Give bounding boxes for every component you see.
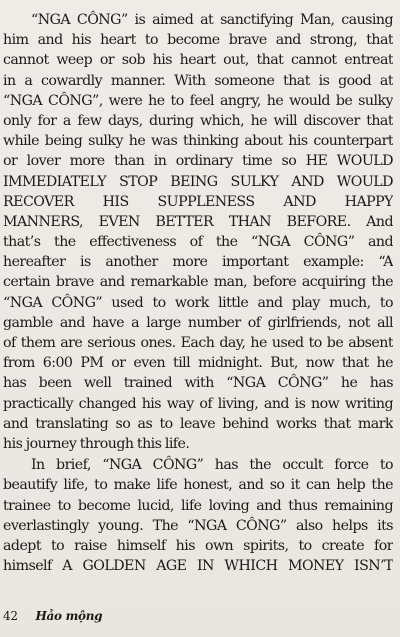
paragraph-1 [3,10,393,454]
book-title: Hảo mộng [35,609,103,623]
text-line: in a cowardly manner. With someone that is good at [3,72,393,89]
text-line: cannot weep or sob his heart out, that cannot entreat [3,52,393,69]
text-line: trainee to become lucid, life loving and thus remaining [3,497,393,514]
paragraph-2 [3,455,393,576]
text-line: certain brave and remarkable man, before acquiring the [3,274,393,291]
text-line: RECOVER HIS SUPPLENESS AND HAPPY [3,193,393,210]
text-line: beautify life, to make life honest, and so it can help the [3,477,393,494]
text-line: from 6:00 PM or even till midnight. But, now that he [3,355,393,372]
text-line: hereafter is another more important example: “A [3,254,393,271]
text-line: him and his heart to become brave and strong, that [3,32,393,49]
text-line: while being sulky he was thinking about his counterpart [3,133,393,150]
text-line: “NGA CÔNG” is aimed at sanctifying Man, causing [31,12,393,28]
text-line: only for a few days, during which, he will discover that [3,112,393,129]
text-line: himself A GOLDEN AGE IN WHICH MONEY ISN’T [3,558,393,575]
text-line: his journey through this life. [3,435,190,452]
page-number: 42 [3,609,18,623]
text-line: that’s the effectiveness of the “NGA CÔNG” and [3,234,393,251]
text-line: In brief, “NGA CÔNG” has the occult force to [31,457,393,474]
text-line: adept to raise himself his own spirits, to create for [3,537,393,554]
text-line: “NGA CÔNG” used to work little and play much, to [3,294,393,311]
text-line: practically changed his way of living, and is now writing [3,395,393,412]
text-line: gamble and have a large number of girlfriends, not all [3,314,393,331]
page-footer [3,608,102,624]
text-line: “NGA CÔNG”, were he to feel angry, he would be sulky [3,92,393,109]
text-line: and translating so as to leave behind works that mark [3,415,393,432]
text-line: IMMEDIATELY STOP BEING SULKY AND WOULD [3,173,393,190]
text-line: MANNERS, EVEN BETTER THAN BEFORE. And [3,213,393,230]
text-line: everlastingly young. The “NGA CÔNG” also helps its [3,517,393,534]
text-line: has been well trained with “NGA CÔNG” he has [3,375,393,392]
text-line: of them are serious ones. Each day, he used to be absent [3,335,393,351]
body-text [3,10,393,576]
text-line: or lover more than in ordinary time so HE WOULD [3,153,393,170]
